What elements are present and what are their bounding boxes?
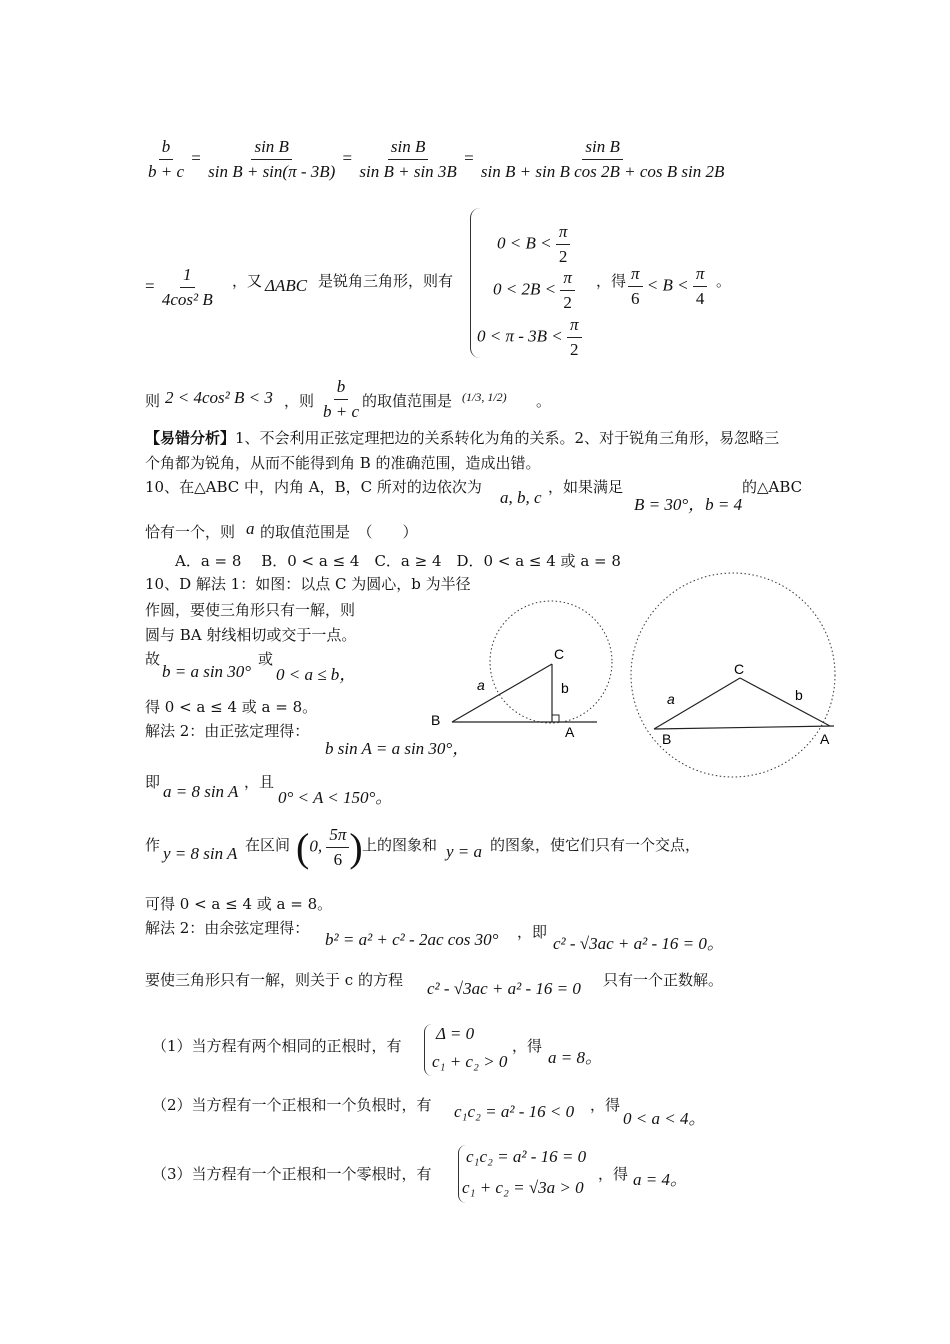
text: ，又 — [232, 272, 263, 290]
text: 上的图象和 — [362, 836, 438, 854]
question-stem: 10、在△ABC 中，内角 A，B，C 所对的边依次为 — [145, 478, 482, 496]
text: ，得 — [590, 1096, 621, 1114]
frac-num: b — [334, 377, 349, 400]
text: ，如果满足 — [548, 478, 624, 496]
interval — [296, 824, 363, 871]
ratio-fraction — [320, 377, 362, 422]
formula: 0 < a < 4。 — [623, 1109, 706, 1128]
text: 在区间 — [245, 836, 291, 854]
frac-num: 5π — [326, 825, 349, 848]
text: ，则 — [284, 392, 315, 410]
equation-ratio: $\frac{b}{b + c}$ = $\frac{\text{sin B}}{\text{sin B + sin(π - 3B)}}$ = $\frac{\text{sin B}}{\text{sin B + sin 3B}}$ = $\frac{\text{sin B}}{\text{sin B + sin B cos 2B + cos B sin 2B}}$ — [145, 137, 727, 182]
frac-den: 4 — [695, 289, 705, 308]
label-a: a — [667, 691, 675, 707]
text: 的△ABC — [742, 478, 803, 496]
formula: a = 8。 — [548, 1048, 602, 1067]
condition-2 — [493, 268, 575, 313]
triangle-symbol: ΔABC — [265, 276, 308, 295]
text: ，得 — [512, 1037, 543, 1055]
text: 只有一个正数解。 — [603, 971, 724, 989]
figure-one-intersection — [630, 570, 845, 785]
frac-num: b — [159, 137, 174, 160]
text: 的取值范围是 — [362, 392, 453, 410]
text: 即 — [145, 773, 161, 791]
cond-text: 0 < π - 3B < — [477, 326, 563, 346]
text: ，即 — [517, 923, 548, 941]
frac-num: 1 — [180, 265, 195, 288]
label-a: a — [477, 677, 485, 693]
frac-den: 6 — [631, 289, 640, 308]
label-b: b — [795, 687, 803, 703]
interval-start: 0, — [309, 836, 323, 856]
frac-den: 2 — [558, 247, 568, 266]
text: 的图象，使它们只有一个交点， — [490, 836, 701, 854]
right-angle-mark — [552, 715, 559, 722]
frac-num: π — [628, 264, 643, 287]
frac-den: b + c — [148, 162, 185, 181]
frac-den: 6 — [333, 850, 343, 869]
formula: b sin A = a sin 30°， — [325, 739, 470, 758]
range-value: (1/3, 1/2) — [462, 390, 507, 404]
formula: c₁c₂ = a² - 16 = 0 — [466, 1147, 587, 1166]
text: 恰有一个，则 — [145, 523, 236, 541]
formula: b² = a² + c² - 2ac cos 30° — [325, 930, 499, 949]
text: 作 — [145, 836, 161, 854]
solution-line: 解法 2：由正弦定理得： — [145, 722, 310, 740]
analysis-line: 个角都为锐角，从而不能得到角 B 的准确范围，造成出错。 — [145, 454, 541, 472]
condition-3 — [477, 315, 582, 360]
solution-line: 10、D 解法 1：如图：以点 C 为圆心，b 为半径 — [145, 575, 471, 593]
paren: ( — [296, 825, 310, 870]
frac-num: sin B — [582, 137, 622, 160]
formula: c₁ + c₂ = √3a > 0 — [462, 1178, 584, 1197]
frac-den: sin B + sin 3B — [359, 162, 457, 181]
frac-den: 2 — [563, 293, 572, 312]
text: ，得 — [596, 272, 627, 290]
equation-result: = $\frac{1}{\text{4cos² B}}$ — [145, 265, 216, 310]
label-B: B — [662, 731, 672, 747]
side-b — [740, 678, 830, 726]
sides: a, b, c — [500, 488, 542, 507]
label-C: C — [734, 661, 745, 677]
text: 。 — [716, 272, 732, 290]
text: ，且 — [244, 773, 275, 791]
cos-range: 2 < 4cos² B < 3 — [165, 388, 273, 407]
analysis-tag: 【易错分析】 — [145, 429, 236, 447]
text: 故 — [145, 650, 161, 668]
solution-line: 圆与 BA 射线相切或交于一点。 — [145, 626, 357, 644]
solution-line: 解法 2：由余弦定理得： — [145, 919, 310, 937]
side-c — [654, 726, 834, 729]
formula: c₁ + c₂ > 0 — [432, 1052, 508, 1071]
paren: ) — [349, 825, 363, 870]
case-2: （2）当方程有一个正根和一个负根时，有 — [152, 1096, 432, 1114]
text: 或 — [258, 650, 274, 668]
frac-num: sin B — [388, 137, 428, 160]
frac-den: sin B + sin B cos 2B + cos B sin 2B — [480, 162, 725, 181]
side-a — [452, 664, 552, 722]
formula: b = a sin 30° — [162, 662, 252, 681]
case-3: （3）当方程有一个正根和一个零根时，有 — [152, 1165, 432, 1183]
label-C: C — [554, 646, 565, 662]
frac-den: 4cos² B — [161, 290, 213, 309]
label-A: A — [565, 724, 575, 740]
formula: a = 4。 — [633, 1170, 687, 1189]
frac-den: b + c — [323, 402, 360, 421]
frac-num: sin B — [251, 137, 291, 160]
formula: 0 < a ≤ b， — [276, 665, 357, 684]
frac-num: π — [560, 268, 575, 291]
formula: Δ = 0 — [436, 1024, 475, 1043]
frac-den: sin B + sin(π - 3B) — [208, 162, 336, 181]
text: 要使三角形只有一解，则关于 c 的方程 — [145, 971, 403, 989]
b-range — [628, 264, 707, 309]
frac-den: 2 — [570, 340, 579, 359]
frac-num: π — [556, 222, 571, 245]
text: 则 — [145, 392, 161, 410]
frac-num: π — [693, 264, 708, 287]
label-B: B — [431, 712, 441, 728]
text: 是锐角三角形，则有 — [318, 272, 454, 290]
frac-num: π — [567, 315, 582, 338]
formula: c² - √3ac + a² - 16 = 0。 — [553, 934, 724, 953]
variable: a — [246, 519, 255, 538]
ineq: < B < — [646, 275, 689, 295]
error-analysis — [145, 427, 779, 448]
formula: y = a — [446, 842, 483, 861]
analysis-line: 1、不会利用正弦定理把边的关系转化为角的关系。2、对于锐角三角形，易忽略三 — [235, 429, 780, 447]
solution-line: 作圆，要使三角形只有一解，则 — [145, 601, 356, 619]
formula: c² - √3ac + a² - 16 = 0 — [427, 979, 581, 998]
formula: c₁c₂ = a² - 16 < 0 — [454, 1102, 575, 1121]
condition: B = 30°，b = 4 — [634, 495, 743, 514]
formula: y = 8 sin A — [163, 844, 238, 863]
solution-line: 可得 0 < a ≤ 4 或 a = 8。 — [145, 895, 333, 913]
label-A: A — [820, 731, 830, 747]
cond-text: 0 < B < — [497, 233, 552, 253]
label-b: b — [561, 680, 569, 696]
figure-tangent-case — [425, 595, 625, 745]
answer-options: A．a = 8 B．0 < a ≤ 4 C．a ≥ 4 D．0 < a ≤ 4 或 a = 8 — [175, 552, 621, 570]
text: 的取值范围是 （ ） — [260, 523, 418, 541]
condition-1 — [497, 222, 570, 267]
circle — [490, 601, 612, 723]
formula: a = 8 sin A — [163, 782, 239, 801]
formula: 0° < A < 150°。 — [278, 788, 393, 807]
text: ，得 — [598, 1165, 629, 1183]
text: 。 — [536, 392, 552, 410]
cond-text: 0 < 2B < — [493, 279, 557, 299]
solution-line: 得 0 < a ≤ 4 或 a = 8。 — [145, 698, 318, 716]
case-1: （1）当方程有两个相同的正根时，有 — [152, 1037, 402, 1055]
